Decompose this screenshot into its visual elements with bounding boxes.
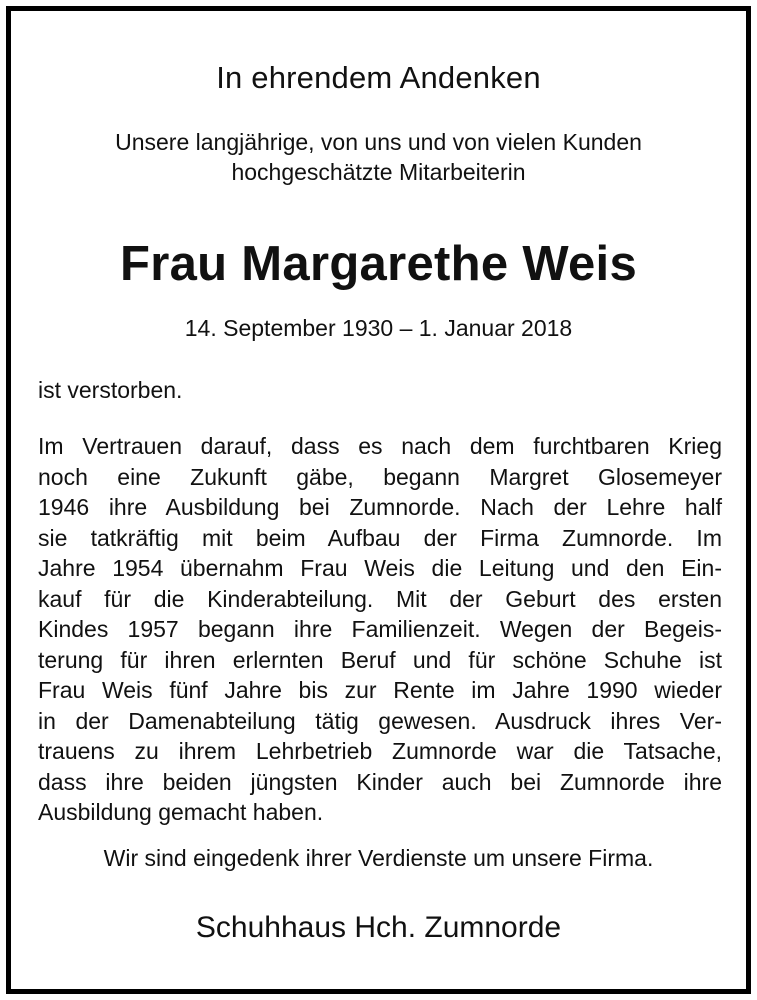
body-line: Frau Weis fünf Jahre bis zur Rente im Jahre 1990 wieder — [38, 677, 722, 703]
body-line: dass ihre beiden jüngsten Kinder auch bei Zumnorde ihre — [38, 768, 722, 795]
intro-line: hochgeschätzte Mitarbeiterin — [231, 159, 526, 185]
intro-line: Unsere langjährige, von uns und von vielen Kunden — [115, 129, 642, 155]
body-line: terung für ihren erlernten Beruf und für schöne Schuhe ist — [38, 646, 722, 673]
deceased-statement: ist verstorben. — [38, 377, 183, 403]
body-line: Im Vertrauen darauf, dass es nach dem furchtbaren Krieg — [38, 433, 722, 459]
intro-text — [11, 127, 746, 187]
deceased-name: Frau Margarethe Weis — [119, 237, 638, 291]
body-line: noch eine Zukunft gäbe, begann Margret Glosemeyer — [38, 463, 722, 490]
body-line: kauf für die Kinderabteilung. Mit der Geburt des ersten — [38, 585, 722, 612]
body-line: Ausbildung gemacht haben. — [38, 799, 324, 825]
body-paragraph — [38, 431, 722, 828]
body-line: Jahre 1954 übernahm Frau Weis die Leitung und den Ein- — [38, 555, 722, 581]
body-line: in der Damenabteilung tätig gewesen. Ausdruck ihres Ver- — [38, 707, 722, 734]
body-line: trauens zu ihrem Lehrbetrieb Zumnorde war die Tatsache, — [38, 738, 722, 764]
company-signature: Schuhhaus Hch. Zumnorde — [195, 911, 562, 944]
notice-heading: In ehrendem Andenken — [216, 60, 541, 95]
life-dates: 14. September 1930 – 1. Januar 2018 — [184, 315, 573, 341]
obituary-notice-frame — [6, 6, 751, 994]
body-line: Kindes 1957 begann ihre Familienzeit. Wegen der Begeis- — [38, 616, 722, 642]
closing-statement: Wir sind eingedenk ihrer Verdienste um unsere Firma. — [103, 845, 654, 871]
body-line: sie tatkräftig mit beim Aufbau der Firma Zumnorde. Im — [38, 524, 722, 551]
body-line: 1946 ihre Ausbildung bei Zumnorde. Nach der Lehre half — [38, 494, 722, 520]
